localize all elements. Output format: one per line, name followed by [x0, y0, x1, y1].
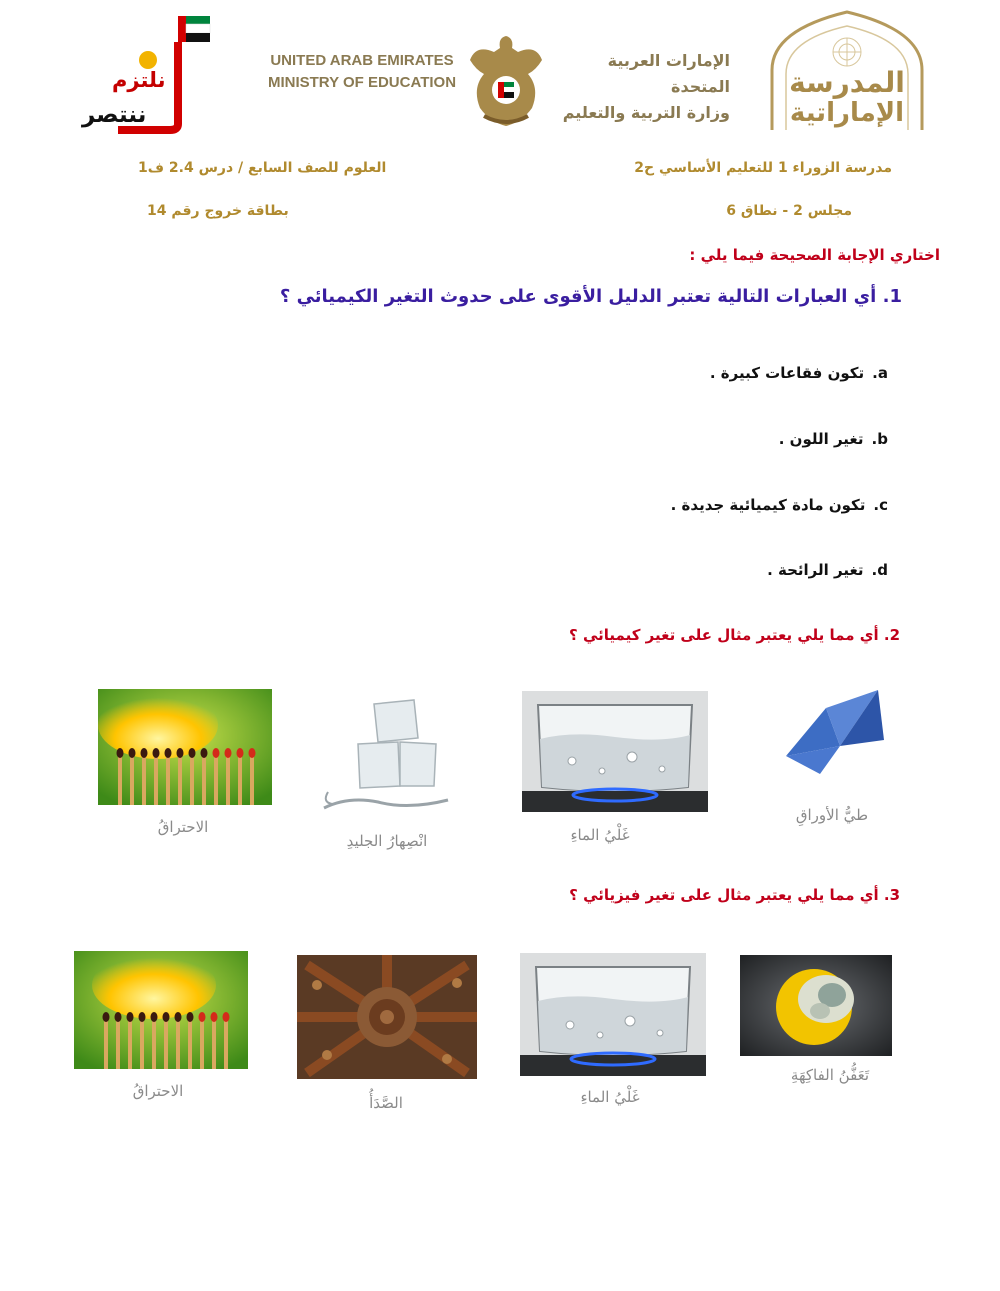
school-name: مدرسة الزوراء 1 للتعليم الأساسي ح2 [634, 160, 892, 176]
ministry-arabic [545, 48, 730, 126]
school-logo-line1: المدرسة [789, 66, 905, 99]
ministry-arabic-line1: الإمارات العربية المتحدة [607, 51, 730, 96]
burning-matches-icon [74, 951, 248, 1069]
option-text: تكون مادة كيميائية جديدة . [670, 496, 866, 514]
q3-boiling-water[interactable] [520, 953, 706, 1076]
moldy-fruit-icon [740, 955, 892, 1056]
option-d[interactable] [767, 561, 888, 579]
q2-folded-paper[interactable] [780, 686, 890, 778]
option-letter: c. [873, 496, 888, 514]
option-b[interactable] [779, 430, 888, 448]
question-3 [569, 886, 900, 904]
q2-caption-melting: انْصِهارُ الجليدِ [346, 832, 428, 850]
slogan-logo [78, 12, 213, 142]
option-text: تغير اللون . [778, 430, 864, 448]
question-2-number: 2. [883, 626, 900, 644]
rust-icon [297, 955, 477, 1079]
option-text: تغير الرائحة . [767, 561, 864, 579]
q3-burning-matches[interactable] [74, 951, 248, 1069]
q2-melting-ice[interactable] [318, 692, 458, 818]
q2-boiling-water[interactable] [522, 691, 708, 812]
option-c[interactable] [671, 496, 888, 514]
question-1 [280, 286, 902, 307]
q2-burning-matches[interactable] [98, 689, 272, 805]
question-3-number: 3. [883, 886, 900, 904]
q2-caption-boiling: غَلْيُ الماءِ [570, 826, 630, 844]
boiling-water-icon [520, 953, 706, 1076]
emirati-school-logo [762, 10, 932, 132]
school-logo-line2: الإماراتية [789, 98, 905, 128]
question-3-text: أي مما يلي يعتبر مثال على تغير فيزيائي ؟ [569, 886, 879, 904]
slogan-line1: نلتزم [112, 68, 166, 92]
option-a[interactable] [710, 364, 888, 382]
ministry-arabic-line2: وزارة التربية والتعليم [562, 103, 730, 122]
q3-moldy-fruit[interactable] [740, 955, 892, 1056]
q2-caption-folding: طيُّ الأوراقِ [795, 806, 869, 824]
q3-rust[interactable] [297, 955, 477, 1079]
option-letter: b. [871, 430, 888, 448]
option-text: تكون فقاعات كبيرة . [709, 364, 865, 382]
melting-ice-icon [318, 692, 458, 818]
ministry-english-line1: UNITED ARAB EMIRATES [270, 52, 454, 69]
burning-matches-icon [98, 689, 272, 805]
question-1-text: أي العبارات التالية تعتبر الدليل الأقوى على حدوث التغير الكيميائي ؟ [279, 286, 877, 307]
exit-card-number: بطاقة خروج رقم 14 [147, 203, 289, 219]
option-letter: a. [872, 364, 888, 382]
council-zone: مجلس 2 - نطاق 6 [726, 203, 852, 219]
option-letter: d. [871, 561, 888, 579]
ministry-english-line2: MINISTRY OF EDUCATION [267, 74, 457, 91]
folded-paper-icon [780, 686, 890, 778]
q3-caption-boiling: غَلْيُ الماءِ [580, 1088, 640, 1106]
slogan-line2: ننتصر [82, 102, 147, 128]
question-2-text: أي مما يلي يعتبر مثال على تغير كيميائي ؟ [569, 626, 879, 644]
question-2 [569, 626, 900, 644]
q3-caption-rust: الصَّدَأُ [369, 1094, 403, 1112]
q3-caption-moldy: تَعَفُّنُ الفاكِهَةِ [790, 1066, 870, 1084]
q3-caption-burning: الاحتراقُ [132, 1082, 184, 1100]
uae-emblem-icon [466, 30, 546, 130]
q2-caption-burning: الاحتراقُ [157, 818, 209, 836]
subject-lesson: العلوم للصف السابع / درس 2.4 ف1 [138, 160, 387, 176]
boiling-water-icon [522, 691, 708, 812]
question-1-number: 1. [882, 286, 902, 307]
instruction: اختاري الإجابة الصحيحة فيما يلي : [689, 246, 940, 264]
ministry-english [262, 50, 462, 94]
